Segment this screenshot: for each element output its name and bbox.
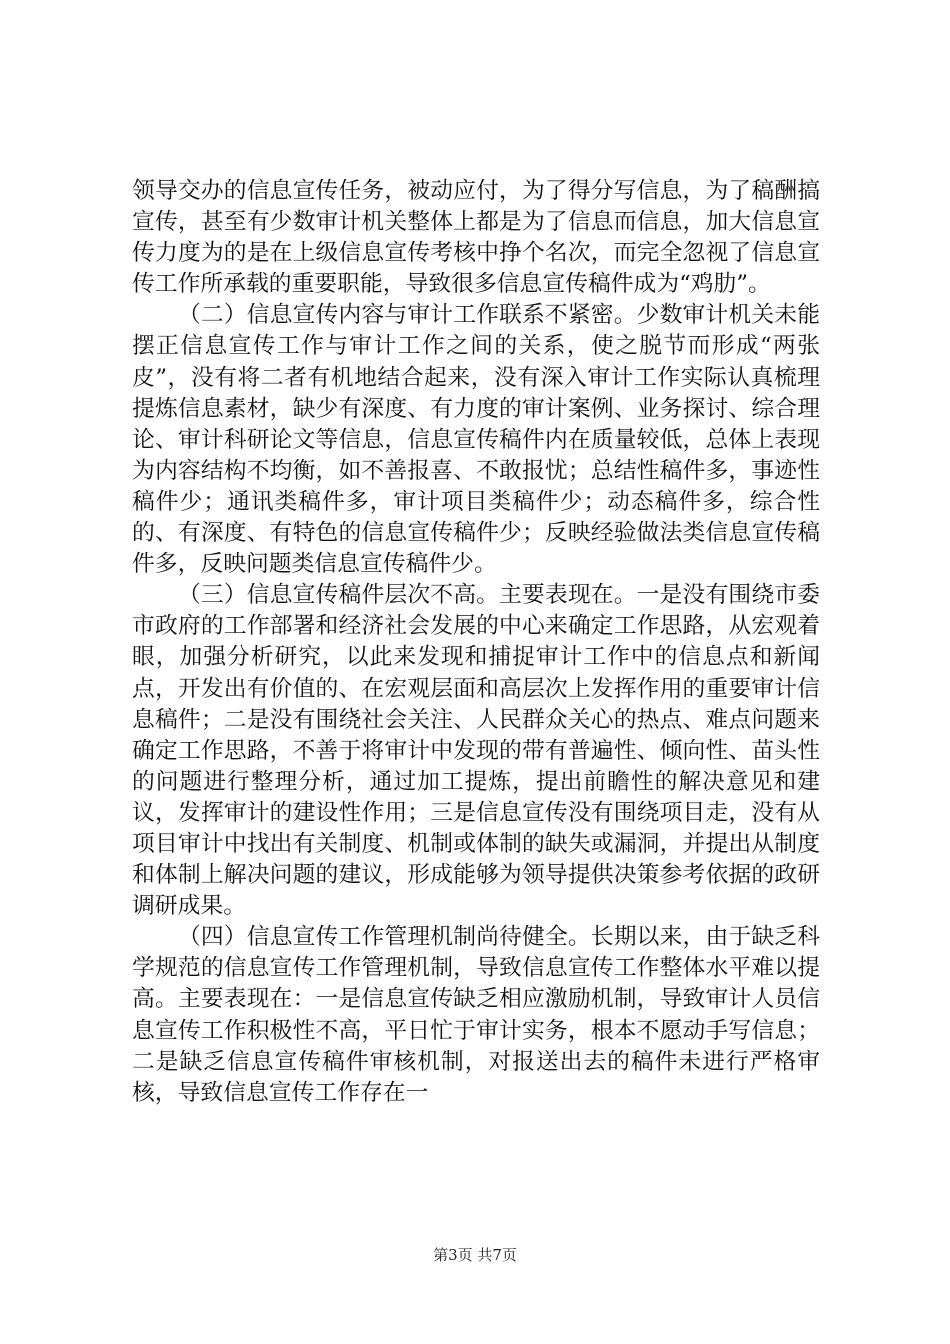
paragraph-section-3: （三）信息宣传稿件层次不高。主要表现在。一是没有围绕市委市政府的工作部署和经济社会发展的中心来确定工作思路，从宏观着眼，加强分析研究，以此来发现和捕捉审计工作中的信息点和新闻点，开发出有价值的、在宏观层面和高层次上发挥作用的重要审计信息稿件；二是没有围绕社会关注、人民群众关心的热点、难点问题来确定工作思路，不善于将审计中发现的带有普遍性、倾向性、苗头性的问题进行整理分析，通过加工提炼，提出前瞻性的解决意见和建议，发挥审计的建设性作用；三是信息宣传没有围绕项目走，没有从项目审计中找出有关制度、机制或体制的缺失或漏洞，并提出从制度和体制上解决问题的建议，形成能够为领导提供决策参考依据的政研调研成果。 xyxy=(132,582,820,920)
page-footer xyxy=(0,1245,950,1265)
document-body xyxy=(132,176,820,1109)
paragraph-continuation: 领导交办的信息宣传任务，被动应付，为了得分写信息，为了稿酬搞宣传，甚至有少数审计机关整体上都是为了信息而信息，加大信息宣传力度为的是在上级信息宣传考核中挣个名次，而完全忽视了信息宣传工作所承载的重要职能，导致很多信息宣传稿件成为“鸡肋”。 xyxy=(132,178,820,298)
page-number-indicator: 第3页 共7页 xyxy=(433,1246,517,1264)
paragraph-section-2: （二）信息宣传内容与审计工作联系不紧密。少数审计机关未能摆正信息宣传工作与审计工作之间的关系，使之脱节而形成“两张皮”，没有将二者有机地结合起来，没有深入审计工作实际认真梳理提炼信息素材，缺少有深度、有力度的审计案例、业务探讨、综合理论、审计科研论文等信息，信息宣传稿件内在质量较低，总体上表现为内容结构不均衡，如不善报喜、不敢报忧；总结性稿件多，事迹性稿件少；通讯类稿件多，审计项目类稿件少；动态稿件多，综合性的、有深度、有特色的信息宣传稿件少；反映经验做法类信息宣传稿件多，反映问题类信息宣传稿件少。 xyxy=(132,302,820,578)
paragraph-section-4: （四）信息宣传工作管理机制尚待健全。长期以来，由于缺乏科学规范的信息宣传工作管理机制，导致信息宣传工作整体水平难以提高。主要表现在：一是信息宣传缺乏相应激励机制，导致审计人员信息宣传工作积极性不高，平日忙于审计实务，根本不愿动手写信息；二是缺乏信息宣传稿件审核机制，对报送出去的稿件未进行严格审核，导致信息宣传工作存在一 xyxy=(132,924,820,1106)
